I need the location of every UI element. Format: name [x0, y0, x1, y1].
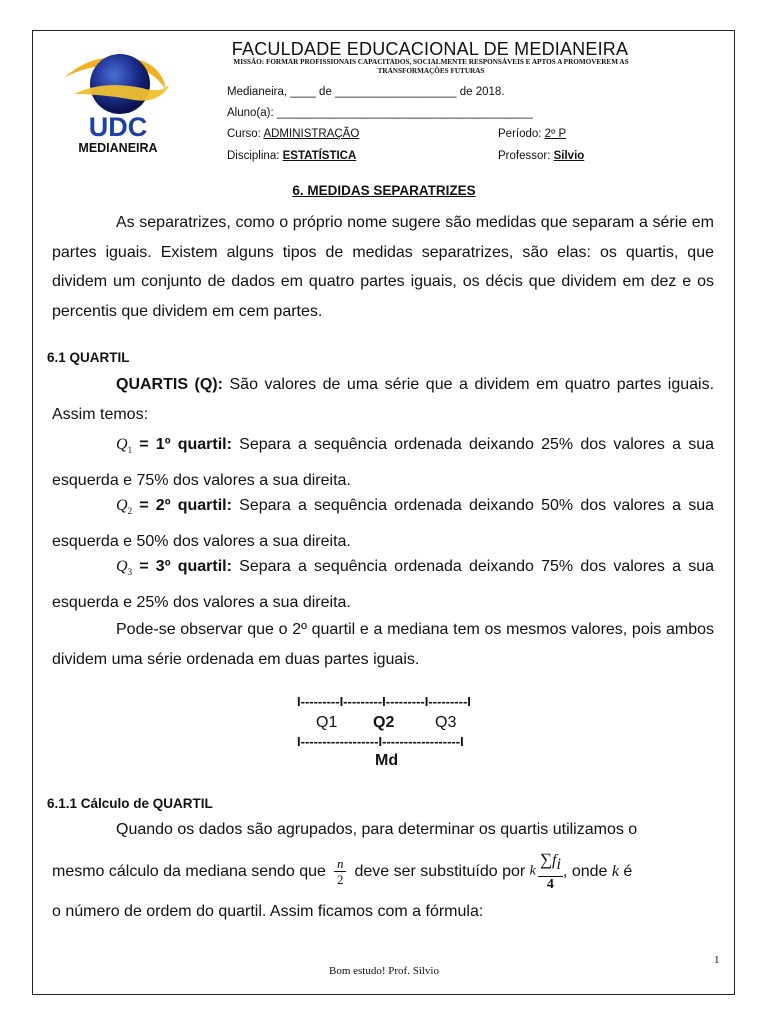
calculo-line-2-a: mesmo cálculo da mediana sendo que [52, 862, 326, 880]
professor-label: Professor: [498, 150, 554, 162]
calculo-line-2-d: é [623, 862, 633, 880]
q3-text: Separa a sequência ordenada deixando 75% dos valores a sua esquerda e 25% dos valores a sua direita. [52, 558, 714, 611]
mission-statement [205, 58, 657, 76]
calculo-line-1: Quando os dados são agrupados, para determinar os quartis utilizamos o [116, 821, 638, 838]
discipline-field [227, 150, 356, 162]
q1-text: Separa a sequência ordenada deixando 25% dos valores a sua esquerda e 75% dos valores a sua direita. [52, 436, 714, 489]
student-line: Aluno(a): ________________________________________ [227, 107, 533, 119]
institution-title: FACULDADE EDUCACIONAL DE MEDIANEIRA [231, 39, 629, 59]
page-number: 1 [714, 954, 720, 966]
diagram-label-q1: Q1 [316, 714, 338, 731]
q1-term: = 1º quartil: [132, 436, 232, 453]
k-symbol: k [611, 862, 619, 880]
date-line: Medianeira, ____ de ___________________ de 2018. [227, 86, 505, 98]
calculo-line-2 [52, 850, 714, 893]
section-title: 6. MEDIDAS SEPARATRIZES [292, 183, 476, 198]
course-field [227, 128, 359, 140]
udc-logo [62, 44, 174, 156]
footer-text: Bom estudo! Prof. Silvio [328, 965, 439, 977]
q2-term: = 2º quartil: [132, 497, 232, 514]
n-over-2-fraction: $\frac{n}{2}$ [334, 856, 347, 887]
calculo-line-2-b: deve ser substituído por [354, 862, 526, 880]
diagram-label-md: Md [375, 752, 399, 769]
logo-text: UDC [88, 112, 148, 142]
mission-line-2: TRANSFORMAÇÕES FUTURAS [377, 67, 485, 75]
quartile-scale-line: I---------I---------I---------I---------I [297, 694, 471, 709]
period-field [498, 128, 566, 140]
q2-description [52, 491, 714, 556]
mission-line-1: MISSÃO: FORMAR PROFISSIONAIS CAPACITADOS, SOCIALMENTE RESPONSÁVEIS E APTOS A PROMOVEREM AS [233, 58, 629, 66]
quartil-def-text: São valores de uma série que a dividem em quatro partes iguais. Assim temos: [52, 376, 715, 423]
observation-paragraph: Pode-se observar que o 2º quartil e a mediana tem os mesmos valores, pois ambos dividem uma série ordenada em duas partes iguais. [52, 621, 714, 668]
discipline-value: ESTATÍSTICA [282, 150, 357, 162]
course-value: ADMINISTRAÇÃO [263, 128, 360, 140]
period-label: Período: [498, 128, 545, 140]
course-label: Curso: [227, 128, 264, 140]
quartil-definition [52, 370, 714, 429]
calculo-line-3: o número de ordem do quartil. Assim ficamos com a fórmula: [52, 903, 484, 920]
calculo-line-2-c: , onde [562, 862, 608, 880]
median-scale-line: I------------------I------------------I [297, 734, 464, 749]
q3-symbol: $Q_3$ [116, 558, 133, 578]
quartil-heading: 6.1 QUARTIL [47, 350, 130, 365]
k-sum-fraction: k $\frac{\sum f_i}{4}$ [529, 850, 561, 893]
q2-text: Separa a sequência ordenada deixando 50% dos valores a sua esquerda e 50% dos valores a sua direita. [52, 497, 714, 550]
period-value: 2º P [544, 128, 567, 140]
q2-symbol: $Q_2$ [116, 497, 133, 517]
q1-description [52, 430, 714, 495]
diagram-label-q2: Q2 [373, 714, 395, 731]
q1-symbol: $Q_1$ [116, 436, 133, 456]
professor-value: Silvio [553, 150, 585, 162]
logo-subtext: MEDIANEIRA [78, 141, 158, 155]
professor-field [498, 150, 584, 162]
diagram-label-q3: Q3 [435, 714, 457, 731]
quartil-def-term: QUARTIS (Q): [116, 376, 223, 393]
q3-description [52, 552, 714, 617]
discipline-label: Disciplina: [227, 150, 283, 162]
q3-term: = 3º quartil: [132, 558, 232, 575]
calculo-heading: 6.1.1 Cálculo de QUARTIL [47, 796, 213, 811]
intro-paragraph: As separatrizes, como o próprio nome sugere são medidas que separam a série em partes iguais. Existem alguns tipos de medidas separatrizes, são elas: os quartis, que dividem um conjunto de dados em quatro partes iguais, os décis que dividem em dez e os percentis que dividem em cem partes. [52, 214, 714, 320]
